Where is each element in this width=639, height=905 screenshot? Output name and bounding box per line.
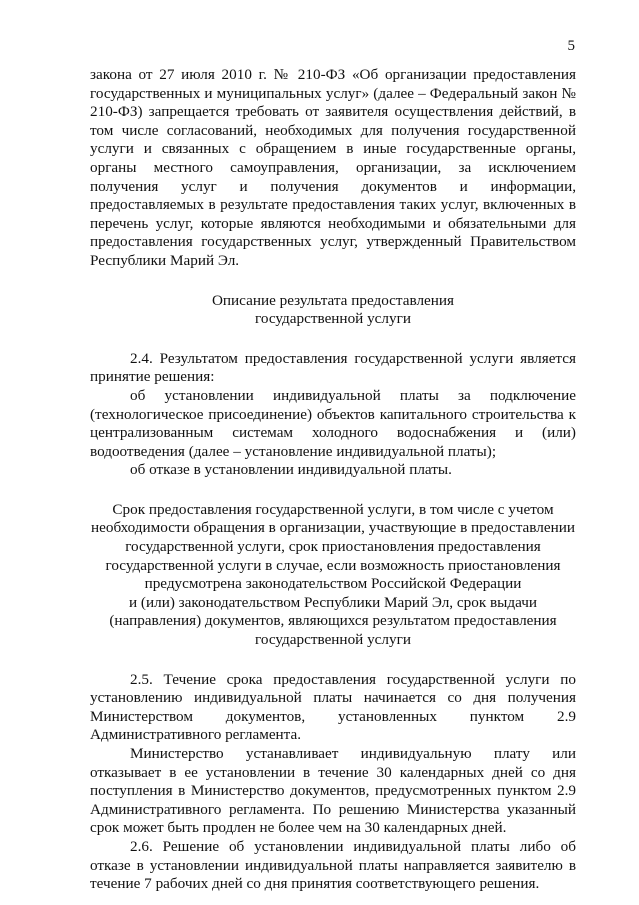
heading-line: государственной услуги [255,310,411,328]
intro-paragraph: закона от 27 июля 2010 г. № 210-ФЗ «Об организации предоставления государственных и муниципальных услуг» (далее – Федеральный закон № 210-ФЗ) запрещается требовать от заявителя осуществления действий, в том числе согласований, необходимых для получения государственной услуги и связанных с обращением в иные государственные органы, органы местного самоуправления, организации, за исключением получения услуг и получения документов и информации, предоставляемых в результате предоставления таких услуг, включенных в перечень услуг, которые являются необходимыми и обязательными для предоставления государственных услуг, утвержденный Правительством Республики Марий Эл. [90,66,576,269]
paragraph-2-4: 2.4. Результатом предоставления государственной услуги является принятие решения: [90,349,576,386]
heading-line: необходимости обращения в организации, участвующие в предоставлении [91,519,575,537]
heading-line: (направления) документов, являющихся результатом предоставления [109,612,557,630]
heading-line: государственной услуги [255,631,411,649]
heading-line: предусмотрена законодательством Российской Федерации [144,575,522,593]
heading-result-description [90,292,576,329]
heading-line: Срок предоставления государственной услуги, в том числе с учетом [112,500,554,518]
paragraph-2-5-term: Министерство устанавливает индивидуальную плату или отказывает в ее установлении в течение 30 календарных дней со дня поступления в Министерство документов, предусмотренных пунктом 2.9 Административного регламента. По решению Министерства указанный срок может быть продлен не более чем на 30 календарных дней. [90,745,576,837]
paragraph-2-6: 2.6. Решение об установлении индивидуальной платы либо об отказе в установлении индивидуальной платы направляется заявителю в течение 7 рабочих дней со дня принятия соответствующего решения. [90,837,576,893]
heading-line: государственной услуги в случае, если возможность приостановления [105,556,561,574]
paragraph-2-5: 2.5. Течение срока предоставления государственной услуги по установлению индивидуальной платы начинается со дня получения Министерством документов, установленных пунктом 2.9 Административного регламента. [90,670,576,744]
page-number: 5 [567,38,575,54]
heading-line: и (или) законодательством Республики Марий Эл, срок выдачи [129,593,537,611]
heading-deadline [90,501,576,650]
heading-line: государственной услуги, срок приостановления предоставления [125,538,541,556]
document-body [90,66,576,894]
paragraph-2-4-item-1: об установлении индивидуальной платы за подключение (технологическое присоединение) объектов капитального строительства к централизованным системам холодного водоснабжения и (или) водоотведения (далее – установление индивидуальной платы); [90,386,576,460]
paragraph-2-4-item-2: об отказе в установлении индивидуальной платы. [130,461,452,479]
heading-line: Описание результата предоставления [211,291,455,309]
